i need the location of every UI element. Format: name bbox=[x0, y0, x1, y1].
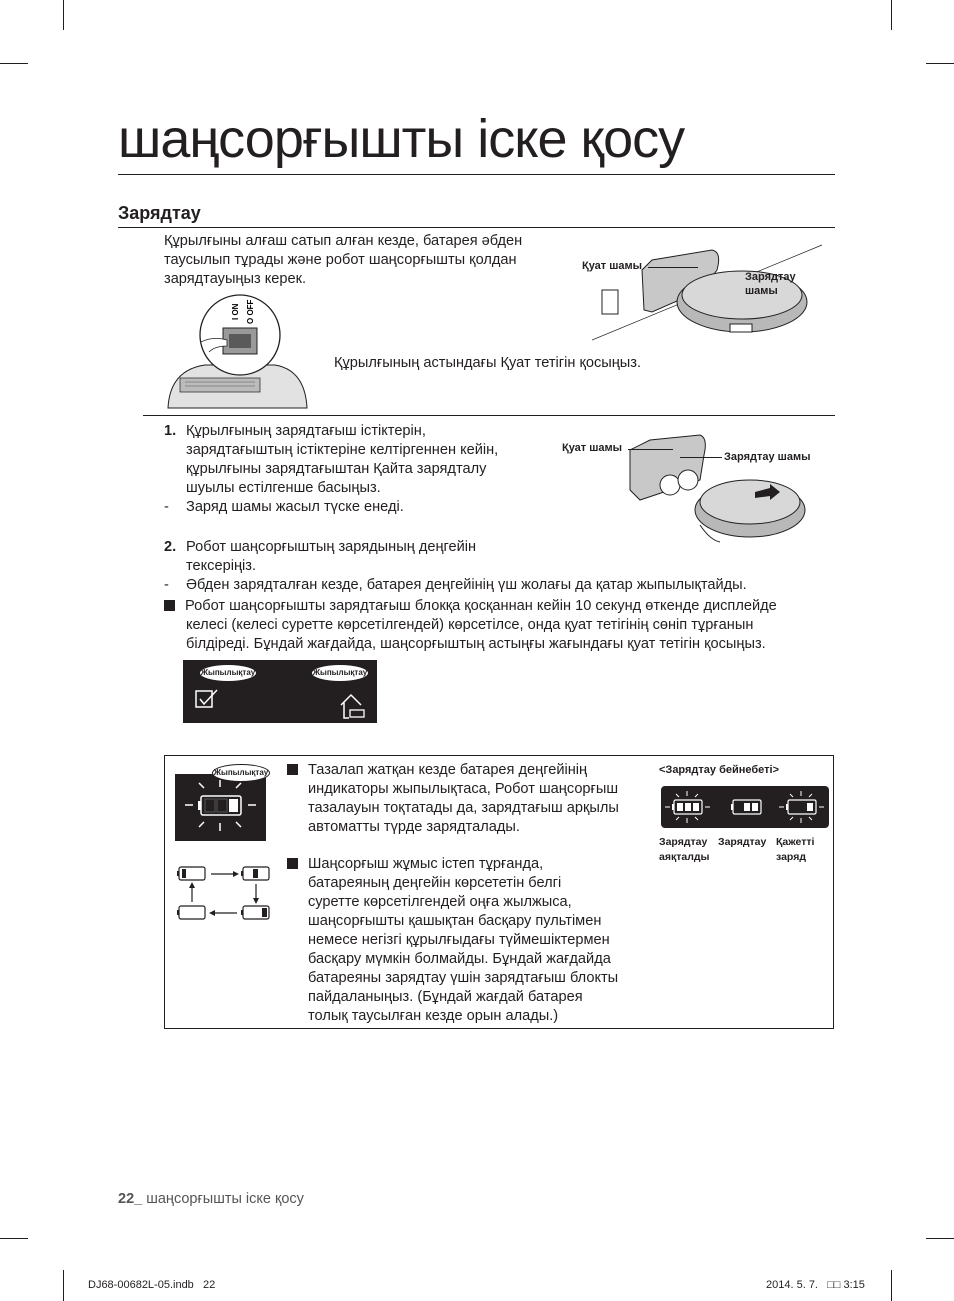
crop-mark bbox=[891, 0, 892, 30]
bullet-square-icon bbox=[287, 858, 298, 869]
crop-mark bbox=[63, 0, 64, 30]
info-bullet-2: Шаңсорғыш жұмыс істеп тұрғанда, батареяның деңгейін көрсететін белгі суретте көрсетілгендей оңға жылжыса, шаңсорғышты қашықтан басқару пультімен немесе негізгі құрылғыдағы түймешіктермен басқару мүмкін болмайды. Бұндай жағдайда батареяны зарядтау үшін зарядтағыш блокты пайдаланыңыз. (Бұндай жағдай батарея толық таусылған кезде орын алады.) bbox=[287, 855, 618, 1026]
home-battery-icon bbox=[339, 692, 367, 720]
blink-bubble: Жыпылықтау bbox=[212, 764, 270, 782]
slug-left: DJ68-00682L-05.indb 22 bbox=[88, 1279, 216, 1291]
docking-figure bbox=[620, 430, 810, 545]
section-rule bbox=[118, 227, 835, 228]
crop-mark bbox=[926, 63, 954, 64]
charge-state-complete: Зарядтау аяқталды bbox=[659, 836, 710, 863]
svg-text:I ON: I ON bbox=[231, 303, 240, 320]
charge-state-charging: Зарядтау bbox=[718, 836, 767, 848]
step-1: 1. Құрылғының зарядтағыш істіктерін, зарядтағыштың істіктеріне келтіргеннен кейін, құрылғыны зарядтағыштан Қайта зарядталу шуылы естілгенше басыңыз. - Заряд шамы жасыл түске енеді. bbox=[164, 423, 499, 515]
footer-label: шаңсорғышты іске қосу bbox=[146, 1191, 304, 1207]
step1-charge-lamp-callout: Зарядтау шамы bbox=[724, 451, 811, 463]
callout-leader bbox=[628, 449, 673, 450]
blink-bubble: Жыпылықтау bbox=[311, 664, 369, 682]
power-switch-illustration bbox=[165, 290, 310, 410]
intro-line: таусылып тұрады және робот шаңсорғышты қолдан bbox=[164, 252, 517, 268]
intro-line: Құрылғыны алғаш сатып алған кезде, батарея әбден bbox=[164, 233, 523, 249]
intro-line: зарядтауыңыз керек. bbox=[164, 271, 307, 287]
crop-mark bbox=[0, 1238, 28, 1239]
step1-power-lamp-callout: Қуат шамы bbox=[562, 442, 623, 454]
page-title: шаңсорғышты іске қосу bbox=[118, 109, 685, 169]
battery-blink-panel bbox=[175, 768, 269, 841]
crop-mark bbox=[926, 1238, 954, 1239]
divider bbox=[143, 415, 835, 416]
info-bullet-1: Тазалап жатқан кезде батарея деңгейінің индикаторы жыпылықтаса, Робот шаңсорғыш тазалауын тоқтатады да, зарядтағыш арқылы автоматты түрде зарядталады. bbox=[287, 761, 619, 837]
display-panel bbox=[183, 660, 377, 723]
page-footer bbox=[118, 1191, 304, 1207]
charge-state-needed: Қажетті заряд bbox=[776, 836, 815, 863]
section-heading: Зарядтау bbox=[118, 203, 201, 223]
charge-icon-panel bbox=[661, 786, 829, 828]
check-box-icon bbox=[195, 688, 221, 710]
svg-text:O OFF: O OFF bbox=[246, 299, 255, 324]
switch-caption: Құрылғының астындағы Қуат тетігін қосыңыз. bbox=[334, 355, 642, 371]
info-box bbox=[164, 755, 834, 1029]
step-2: 2. Робот шаңсорғыштың зарядының деңгейін тексеріңіз. - Әбден зарядталған кезде, батарея деңгейінің үш жолағы да қатар жыпылықтайды. bbox=[164, 539, 747, 593]
charge-lamp-callout: Зарядтау шамы bbox=[745, 271, 796, 297]
power-lamp-callout: Қуат шамы bbox=[582, 260, 643, 272]
crop-mark bbox=[891, 1270, 892, 1301]
power-switch-note: Робот шаңсорғышты зарядтағыш блокқа қосқаннан кейін 10 секунд өткенде дисплейде келесі (келесі суретте көрсетілгендей) көрсетілсе, онда қуат тетігінің сөніп тұрғанын білдіреді. Бұндай жағдайда, шаңсорғыштың астыңғы жағындағы қуат тетігін қосыңыз. bbox=[164, 597, 777, 654]
callout-leader bbox=[648, 267, 698, 268]
slug-right: 2014. 5. 7. □□ 3:15 bbox=[766, 1279, 865, 1291]
robot-charger-figure bbox=[592, 240, 832, 345]
charge-icon-title: <Зарядтау бейнебеті> bbox=[659, 764, 780, 776]
intro-paragraph bbox=[164, 232, 522, 289]
bullet-square-icon bbox=[164, 600, 175, 611]
bullet-square-icon bbox=[287, 764, 298, 775]
callout-leader bbox=[680, 457, 722, 458]
battery-cycle-diagram bbox=[175, 864, 275, 926]
title-rule bbox=[118, 174, 835, 175]
blink-bubble: Жыпылықтау bbox=[199, 664, 257, 682]
crop-mark bbox=[0, 63, 28, 64]
crop-mark bbox=[63, 1270, 64, 1301]
page-number: 22_ bbox=[118, 1191, 143, 1207]
